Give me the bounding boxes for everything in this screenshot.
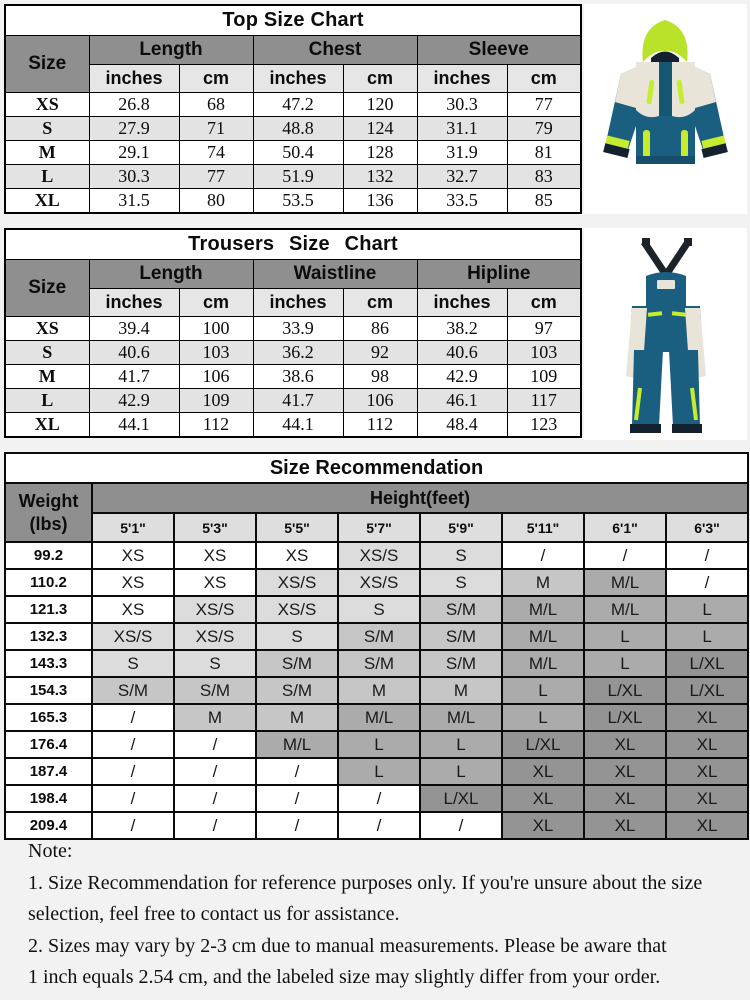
note-line: 2. Sizes may vary by 2-3 cm due to manual measurements. Please be aware that <box>28 934 667 957</box>
measurement-value: 80 <box>179 189 253 213</box>
recommendation-row <box>5 569 748 596</box>
measurement-value: 40.6 <box>417 341 507 365</box>
height-column-header: 6'3" <box>666 513 748 542</box>
table-row <box>5 413 581 437</box>
trousers-photo <box>584 228 747 440</box>
column-group-header: Waistline <box>253 260 417 289</box>
measurement-value: 117 <box>507 389 581 413</box>
recommended-size-cell: / <box>174 731 256 758</box>
table-title-row <box>5 453 748 483</box>
recommended-size-cell: L <box>666 623 748 650</box>
measurement-value: 132 <box>343 165 417 189</box>
recommended-size-cell: XL <box>502 812 584 839</box>
unit-header: inches <box>89 65 179 93</box>
measurement-value: 30.3 <box>417 93 507 117</box>
recommended-size-cell: XS <box>256 542 338 569</box>
measurement-value: 38.2 <box>417 317 507 341</box>
recommendation-row <box>5 542 748 569</box>
recommended-size-cell: S/M <box>338 623 420 650</box>
note-section <box>28 836 734 994</box>
weight-value: 187.4 <box>5 758 92 785</box>
recommended-size-cell: / <box>256 812 338 839</box>
recommended-size-cell: M <box>174 704 256 731</box>
measurement-value: 41.7 <box>89 365 179 389</box>
recommended-size-cell: XS/S <box>92 623 174 650</box>
row-size-label: L <box>5 165 89 189</box>
measurement-value: 36.2 <box>253 341 343 365</box>
recommended-size-cell: S/M <box>92 677 174 704</box>
recommended-size-cell: S/M <box>256 650 338 677</box>
measurement-value: 106 <box>343 389 417 413</box>
measurement-value: 42.9 <box>417 365 507 389</box>
unit-header: cm <box>343 65 417 93</box>
recommended-size-cell: S/M <box>256 677 338 704</box>
size-column-header: Size <box>5 260 89 317</box>
recommended-size-cell: XS/S <box>338 542 420 569</box>
recommended-size-cell: L/XL <box>666 677 748 704</box>
note-line: 1 inch equals 2.54 cm, and the labeled size may slightly differ from your order. <box>28 966 661 988</box>
recommended-size-cell: XS <box>92 596 174 623</box>
measurement-value: 77 <box>507 93 581 117</box>
measurement-value: 50.4 <box>253 141 343 165</box>
recommended-size-cell: S <box>256 623 338 650</box>
table-row <box>5 165 581 189</box>
unit-header: inches <box>89 289 179 317</box>
recommended-size-cell: / <box>666 569 748 596</box>
recommended-size-cell: L/XL <box>666 650 748 677</box>
recommended-size-cell: XL <box>584 731 666 758</box>
unit-header: cm <box>507 289 581 317</box>
recommended-size-cell: / <box>256 758 338 785</box>
weight-header-line2: (lbs) <box>29 513 68 534</box>
weight-value: 143.3 <box>5 650 92 677</box>
recommended-size-cell: M/L <box>584 596 666 623</box>
recommended-size-cell: M <box>338 677 420 704</box>
measurement-value: 32.7 <box>417 165 507 189</box>
unit-header: inches <box>417 289 507 317</box>
recommended-size-cell: / <box>666 542 748 569</box>
recommended-size-cell: S/M <box>420 623 502 650</box>
table-title: Trousers Size Chart <box>5 229 581 260</box>
height-columns-row <box>5 513 748 542</box>
height-column-header: 6'1" <box>584 513 666 542</box>
measurement-value: 136 <box>343 189 417 213</box>
row-size-label: M <box>5 365 89 389</box>
row-size-label: S <box>5 117 89 141</box>
measurement-value: 46.1 <box>417 389 507 413</box>
recommended-size-cell: M/L <box>420 704 502 731</box>
measurement-value: 31.9 <box>417 141 507 165</box>
measurement-value: 44.1 <box>89 413 179 437</box>
recommended-size-cell: / <box>174 812 256 839</box>
trousers-illustration <box>584 228 747 440</box>
column-group-row <box>5 260 581 289</box>
measurement-value: 31.5 <box>89 189 179 213</box>
recommended-size-cell: L <box>420 731 502 758</box>
recommended-size-cell: XS <box>174 542 256 569</box>
weight-header-line1: Weight <box>18 491 79 511</box>
measurement-value: 81 <box>507 141 581 165</box>
column-group-header: Chest <box>253 36 417 65</box>
measurement-value: 51.9 <box>253 165 343 189</box>
weight-value: 154.3 <box>5 677 92 704</box>
measurement-value: 26.8 <box>89 93 179 117</box>
note-heading: Note: <box>28 840 73 862</box>
weight-value: 132.3 <box>5 623 92 650</box>
measurement-value: 53.5 <box>253 189 343 213</box>
measurement-value: 31.1 <box>417 117 507 141</box>
unit-header: inches <box>253 65 343 93</box>
measurement-value: 106 <box>179 365 253 389</box>
weight-value: 165.3 <box>5 704 92 731</box>
recommended-size-cell: XL <box>584 758 666 785</box>
measurement-value: 38.6 <box>253 365 343 389</box>
measurement-value: 29.1 <box>89 141 179 165</box>
table-title-row <box>5 229 581 260</box>
height-column-header: 5'9" <box>420 513 502 542</box>
measurement-value: 109 <box>179 389 253 413</box>
weight-value: 99.2 <box>5 542 92 569</box>
measurement-value: 100 <box>179 317 253 341</box>
height-header-row <box>5 483 748 513</box>
recommendation-row <box>5 596 748 623</box>
recommendation-row <box>5 758 748 785</box>
recommended-size-cell: / <box>92 785 174 812</box>
recommendation-row <box>5 623 748 650</box>
unit-header: cm <box>179 65 253 93</box>
recommended-size-cell: M <box>420 677 502 704</box>
recommended-size-cell: XS/S <box>256 569 338 596</box>
table-row <box>5 317 581 341</box>
recommended-size-cell: L <box>338 758 420 785</box>
measurement-value: 74 <box>179 141 253 165</box>
measurement-value: 77 <box>179 165 253 189</box>
measurement-value: 79 <box>507 117 581 141</box>
measurement-value: 42.9 <box>89 389 179 413</box>
recommended-size-cell: M/L <box>502 650 584 677</box>
measurement-value: 103 <box>507 341 581 365</box>
column-group-header: Length <box>89 260 253 289</box>
recommendation-row <box>5 704 748 731</box>
measurement-value: 112 <box>343 413 417 437</box>
measurement-value: 85 <box>507 189 581 213</box>
measurement-value: 103 <box>179 341 253 365</box>
measurement-value: 97 <box>507 317 581 341</box>
unit-header: cm <box>179 289 253 317</box>
recommended-size-cell: / <box>92 758 174 785</box>
recommendation-row <box>5 677 748 704</box>
recommended-size-cell: S/M <box>420 596 502 623</box>
recommended-size-cell: XS <box>92 542 174 569</box>
row-size-label: L <box>5 389 89 413</box>
recommended-size-cell: XL <box>666 812 748 839</box>
recommended-size-cell: XL <box>666 704 748 731</box>
weight-value: 198.4 <box>5 785 92 812</box>
table-row <box>5 341 581 365</box>
recommended-size-cell: S/M <box>174 677 256 704</box>
height-column-header: 5'5" <box>256 513 338 542</box>
table-row <box>5 141 581 165</box>
recommended-size-cell: XS/S <box>256 596 338 623</box>
measurement-value: 120 <box>343 93 417 117</box>
note-line: 1. Size Recommendation for reference purposes only. If you're unsure about the size <box>28 871 703 894</box>
recommended-size-cell: L <box>338 731 420 758</box>
weight-column-header <box>5 483 92 542</box>
unit-row <box>5 65 581 93</box>
measurement-value: 109 <box>507 365 581 389</box>
height-column-header: 5'3" <box>174 513 256 542</box>
recommended-size-cell: S/M <box>338 650 420 677</box>
recommended-size-cell: XL <box>584 785 666 812</box>
recommended-size-cell: M/L <box>502 596 584 623</box>
size-recommendation-table <box>4 452 749 840</box>
recommended-size-cell: S <box>92 650 174 677</box>
table-row <box>5 117 581 141</box>
row-size-label: XL <box>5 189 89 213</box>
note-line: selection, feel free to contact us for assistance. <box>28 903 400 925</box>
row-size-label: XS <box>5 317 89 341</box>
recommended-size-cell: / <box>256 785 338 812</box>
recommended-size-cell: L/XL <box>420 785 502 812</box>
measurement-value: 68 <box>179 93 253 117</box>
recommended-size-cell: XS/S <box>174 596 256 623</box>
jacket-photo <box>584 4 747 214</box>
recommended-size-cell: XL <box>502 785 584 812</box>
recommended-size-cell: M <box>502 569 584 596</box>
table-title-row <box>5 5 581 36</box>
row-size-label: M <box>5 141 89 165</box>
recommended-size-cell: / <box>420 812 502 839</box>
row-size-label: XL <box>5 413 89 437</box>
height-group-header: Height(feet) <box>92 483 748 513</box>
measurement-value: 33.9 <box>253 317 343 341</box>
recommended-size-cell: XS/S <box>174 623 256 650</box>
table-row <box>5 389 581 413</box>
measurement-value: 92 <box>343 341 417 365</box>
measurement-value: 86 <box>343 317 417 341</box>
recommended-size-cell: L <box>666 596 748 623</box>
recommended-size-cell: S/M <box>420 650 502 677</box>
measurement-value: 128 <box>343 141 417 165</box>
unit-row <box>5 289 581 317</box>
jacket-illustration <box>584 4 747 214</box>
table-title: Size Recommendation <box>5 453 748 483</box>
unit-header: cm <box>343 289 417 317</box>
table-title: Top Size Chart <box>5 5 581 36</box>
unit-header: cm <box>507 65 581 93</box>
measurement-value: 47.2 <box>253 93 343 117</box>
recommended-size-cell: XS/S <box>338 569 420 596</box>
unit-header: inches <box>253 289 343 317</box>
unit-header: inches <box>417 65 507 93</box>
recommendation-row <box>5 650 748 677</box>
recommended-size-cell: M <box>256 704 338 731</box>
recommended-size-cell: / <box>338 812 420 839</box>
row-size-label: S <box>5 341 89 365</box>
table-row <box>5 365 581 389</box>
recommended-size-cell: L <box>502 704 584 731</box>
table-row <box>5 189 581 213</box>
recommended-size-cell: / <box>92 704 174 731</box>
height-column-header: 5'1" <box>92 513 174 542</box>
recommended-size-cell: L <box>584 623 666 650</box>
top-size-chart-table <box>4 4 582 214</box>
measurement-value: 41.7 <box>253 389 343 413</box>
recommended-size-cell: / <box>338 785 420 812</box>
recommended-size-cell: M/L <box>502 623 584 650</box>
size-column-header: Size <box>5 36 89 93</box>
table-row <box>5 93 581 117</box>
recommended-size-cell: S <box>174 650 256 677</box>
column-group-header: Length <box>89 36 253 65</box>
recommended-size-cell: L/XL <box>584 677 666 704</box>
measurement-value: 83 <box>507 165 581 189</box>
row-size-label: XS <box>5 93 89 117</box>
recommended-size-cell: XL <box>584 812 666 839</box>
weight-value: 209.4 <box>5 812 92 839</box>
measurement-value: 124 <box>343 117 417 141</box>
recommended-size-cell: / <box>174 758 256 785</box>
recommended-size-cell: XL <box>502 758 584 785</box>
recommended-size-cell: XS <box>92 569 174 596</box>
measurement-value: 112 <box>179 413 253 437</box>
weight-value: 176.4 <box>5 731 92 758</box>
measurement-value: 71 <box>179 117 253 141</box>
recommended-size-cell: S <box>420 542 502 569</box>
height-column-header: 5'7" <box>338 513 420 542</box>
measurement-value: 98 <box>343 365 417 389</box>
recommended-size-cell: M/L <box>338 704 420 731</box>
recommended-size-cell: XL <box>666 758 748 785</box>
recommended-size-cell: M/L <box>584 569 666 596</box>
measurement-value: 48.4 <box>417 413 507 437</box>
recommended-size-cell: XS <box>174 569 256 596</box>
recommended-size-cell: L <box>420 758 502 785</box>
column-group-header: Sleeve <box>417 36 581 65</box>
recommended-size-cell: XL <box>666 731 748 758</box>
recommended-size-cell: L/XL <box>584 704 666 731</box>
recommended-size-cell: S <box>338 596 420 623</box>
recommended-size-cell: M/L <box>256 731 338 758</box>
recommended-size-cell: S <box>420 569 502 596</box>
column-group-row <box>5 36 581 65</box>
measurement-value: 40.6 <box>89 341 179 365</box>
recommended-size-cell: / <box>584 542 666 569</box>
measurement-value: 48.8 <box>253 117 343 141</box>
recommendation-row <box>5 812 748 839</box>
weight-value: 121.3 <box>5 596 92 623</box>
recommended-size-cell: / <box>92 812 174 839</box>
column-group-header: Hipline <box>417 260 581 289</box>
recommended-size-cell: / <box>92 731 174 758</box>
recommended-size-cell: / <box>174 785 256 812</box>
measurement-value: 27.9 <box>89 117 179 141</box>
recommended-size-cell: L/XL <box>502 731 584 758</box>
weight-value: 110.2 <box>5 569 92 596</box>
measurement-value: 123 <box>507 413 581 437</box>
recommendation-row <box>5 785 748 812</box>
measurement-value: 33.5 <box>417 189 507 213</box>
recommended-size-cell: L <box>502 677 584 704</box>
measurement-value: 39.4 <box>89 317 179 341</box>
measurement-value: 44.1 <box>253 413 343 437</box>
measurement-value: 30.3 <box>89 165 179 189</box>
recommended-size-cell: / <box>502 542 584 569</box>
height-column-header: 5'11" <box>502 513 584 542</box>
recommended-size-cell: XL <box>666 785 748 812</box>
recommended-size-cell: L <box>584 650 666 677</box>
trousers-size-chart-table <box>4 228 582 438</box>
recommendation-row <box>5 731 748 758</box>
